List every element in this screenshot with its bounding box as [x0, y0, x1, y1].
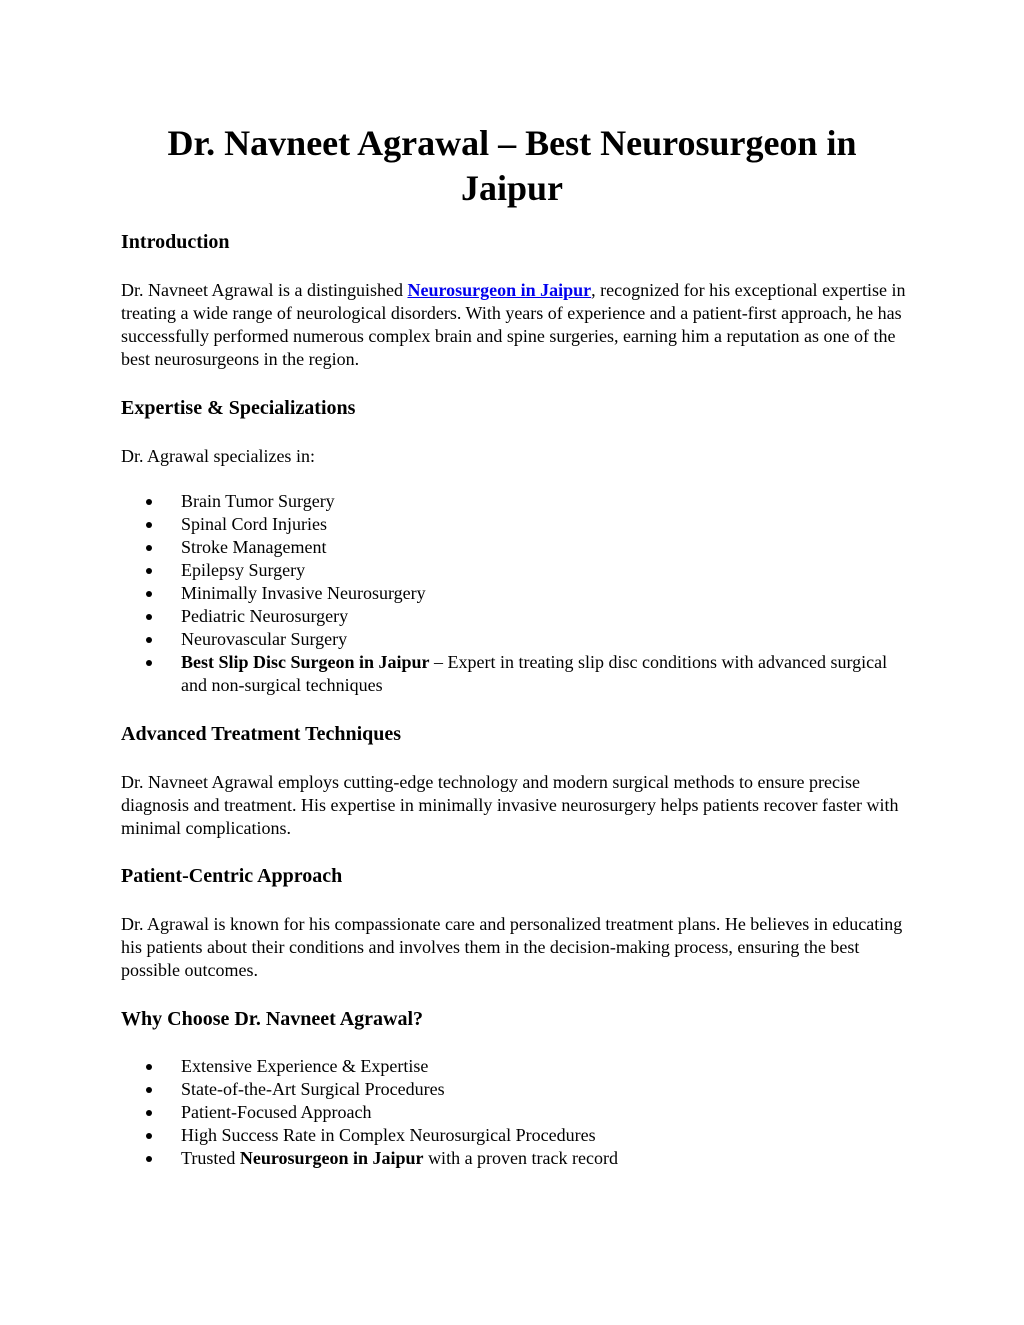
- introduction-heading: Introduction: [121, 231, 230, 253]
- expertise-intro: Dr. Agrawal specializes in:: [121, 446, 315, 466]
- why-heading: Why Choose Dr. Navneet Agrawal?: [121, 1008, 424, 1030]
- list-item: Epilepsy Surgery: [121, 559, 911, 582]
- advanced-paragraph: Dr. Navneet Agrawal employs cutting-edge technology and modern surgical methods to ensure precise diagnosis and treatment. His expertise in minimally invasive neurosurgery helps patients recover faster with minimal complications.: [121, 772, 899, 838]
- expertise-list: [121, 490, 911, 697]
- intro-text-end: , recognized for his exceptional expertise in treating a wide range of neurological disorders. With years of experience and a patient-first approach, he has successfully performed numerous complex brain and spine surgeries, earning him a reputation as one of the best neurosurgeons in the region.: [121, 280, 906, 369]
- list-item: Extensive Experience & Expertise: [121, 1055, 911, 1078]
- bullet-icon: [146, 568, 152, 574]
- patient-paragraph: Dr. Agrawal is known for his compassionate care and personalized treatment plans. He believes in educating his patients about their conditions and involves them in the decision-making process, ensuring the best possible outcomes.: [121, 914, 903, 980]
- expertise-heading: Expertise & Specializations: [121, 397, 356, 419]
- list-item: Minimally Invasive Neurosurgery: [121, 582, 911, 605]
- list-item: Brain Tumor Surgery: [121, 490, 911, 513]
- list-item: Stroke Management: [121, 536, 911, 559]
- bullet-icon: [146, 591, 152, 597]
- list-item: Pediatric Neurosurgery: [121, 605, 911, 628]
- bullet-icon: [146, 499, 152, 505]
- list-item: State-of-the-Art Surgical Procedures: [121, 1078, 911, 1101]
- patient-heading: Patient-Centric Approach: [121, 865, 343, 887]
- list-item: Patient-Focused Approach: [121, 1101, 911, 1124]
- neurosurgeon-jaipur-link[interactable]: Neurosurgeon in Jaipur: [407, 280, 592, 300]
- bullet-icon: [146, 614, 152, 620]
- list-item: Trusted Neurosurgeon in Jaipur with a proven track record: [121, 1147, 911, 1170]
- neurosurgeon-jaipur-label: Neurosurgeon in Jaipur: [239, 1148, 424, 1168]
- introduction-paragraph: [121, 279, 911, 371]
- bullet-icon: [146, 1064, 152, 1070]
- bullet-icon: [146, 637, 152, 643]
- page-title: Dr. Navneet Agrawal – Best Neurosurgeon in Jaipur: [167, 123, 857, 208]
- list-item: Neurovascular Surgery: [121, 628, 911, 651]
- bullet-icon: [146, 660, 152, 666]
- bullet-icon: [146, 545, 152, 551]
- bullet-icon: [146, 1110, 152, 1116]
- bullet-icon: [146, 522, 152, 528]
- bullet-icon: [146, 1133, 152, 1139]
- list-item: Best Slip Disc Surgeon in Jaipur – Expert in treating slip disc conditions with advanced surgical and non-surgical techniques: [121, 651, 911, 697]
- bullet-icon: [146, 1087, 152, 1093]
- why-list: [121, 1055, 911, 1170]
- intro-text-start: Dr. Navneet Agrawal is a distinguished: [121, 280, 408, 300]
- bullet-icon: [146, 1156, 152, 1162]
- list-item: Spinal Cord Injuries: [121, 513, 911, 536]
- slip-disc-surgeon-label: Best Slip Disc Surgeon in Jaipur: [181, 652, 430, 672]
- list-item: High Success Rate in Complex Neurosurgical Procedures: [121, 1124, 911, 1147]
- advanced-heading: Advanced Treatment Techniques: [121, 723, 402, 745]
